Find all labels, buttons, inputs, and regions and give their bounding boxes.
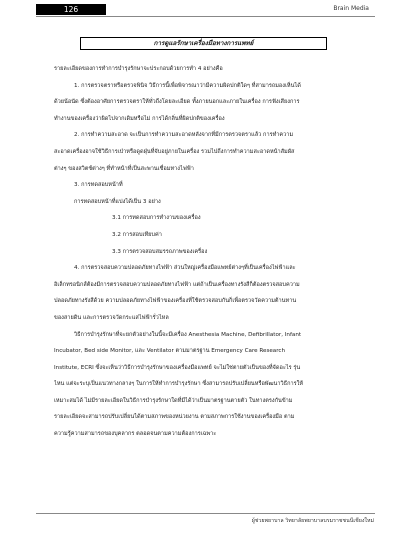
item-4-line-2: อิเล็กทรอนิกส์ต้องมีการตรวจสอบความปลอดภัยทางไฟฟ้า แต่ถ้าเป็นเครื่องทางรังสีก็ต้องตรวจสอบความ [54,281,300,288]
body-text [54,61,374,443]
paragraph-line-4: ไหน แต่จะระบุเป็นแนวทางกลางๆ ในการให้ทำการบำรุงรักษา ซึ่งสามารถปรับเปลี่ยนหรือพัฒนาวิธีการให้ [54,381,304,388]
sub-item-3-1: 3.1 การทดสอบการทำงานของเครื่อง [112,215,201,222]
item-3-intro: การทดสอบหน้าที่แบ่งได้เป็น 3 อย่าง [74,198,161,205]
item-4-line-3: ปลอดภัยทางรังสีด้วย ความปลอดภัยทางไฟฟ้าของเครื่องที่ใช้ตรวจสอบกันก็เพื่อตรวจวัดความต้านทาน [54,298,297,305]
paragraph-line-2: Incubator, Bed side Monitor, และ Ventilator ตามมาตรฐาน Emergency Care Research [54,348,286,355]
paragraph-line-7: ความรู้ความสามารถของบุคลากร ตลอดจนตามความต้องการเฉพาะ [54,431,217,438]
item-2-line-3: ต่างๆ ของสวิตช์ต่างๆ ที่ทำหน้าที่เป็นสะพานเชื่อมทางไฟฟ้า [54,165,194,172]
item-2-line-1: 2. การทำความสะอาด จะเป็นการทำความสะอาดหลังจากที่มีการตรวจตราแล้ว การทำความ [74,132,294,139]
sub-item-3-2: 3.2 การสอบเทียบค่า [112,231,162,238]
footer-credit: ผู้ช่วยพยาบาล วิทยาลัยพยาบาลบรมราชชนนีเชียงใหม่ [251,518,374,524]
brand-label: Brain Media [333,5,369,12]
paragraph-line-1: วิธีการบำรุงรักษาที่จะยกตัวอย่างในนี้จะมีเครื่อง Anesthesia Machine, Defibrillator, Infant [74,331,302,338]
item-3-heading: 3. การทดสอบหน้าที่ [74,182,123,189]
header-rule [36,16,375,17]
sub-item-3-3: 3.3 การตรวจสอบสมรรถภาพของเครื่อง [112,248,208,255]
item-1-line-3: ทำงานของเครื่องว่าผิดไปจากเดิมหรือไม่ การได้กลิ่นที่ผิดปกติของเครื่อง [54,115,225,122]
item-2-line-2: สะอาดเครื่องอาจใช้วิธีการเป่าหรือดูดฝุ่นที่จับอยู่ภายในเครื่อง รวมไปถึงการทำความสะอาดหน้าสัมผัส [54,148,295,155]
page-number: 126 [36,4,106,15]
item-4-line-4: ของสายดิน และการตรวจวัดกระแสไฟฟ้ารั่วไหล [54,314,169,321]
chapter-title: การดูแลรักษาเครื่องมือทางการแพทย์ [80,37,327,50]
footer-rule [36,513,375,514]
intro-line: รายละเอียดของการทำการบำรุงรักษาจะประกอบด้วยการทำ 4 อย่างคือ [54,66,223,72]
item-1-line-1: 1. การตรวจตราหรือตรวจพินิจ วิธีการนี้เพื่อพิจารณาว่ามีความผิดปกติใดๆ ที่สามารถมองเห็นได้ [74,82,301,89]
paragraph-line-6: รายละเอียดจะสามารถปรับเปลี่ยนได้ตามสภาพของหน่วยงาน ตามสภาพการใช้งานของเครื่องมือ ตาม [54,414,295,421]
item-1-line-2: ด้วยน้อนัด ซึ่งต้องอาศัยการตรวจตราให้ทั่วถึงโดยละเอียด ทั้งภายนอกและภายในเครื่อง การฟังเสียงการ [54,99,300,106]
paragraph-line-3: Institute, ECRI ซึ่งจะเห็นว่าวิธีการบำรุงรักษาของเครื่องมือแพทย์ จะไม่ใช่ตายตัวเป็นของที่จัดอะไร รุ่น [54,364,301,371]
paragraph-line-5: เหมาะสมได้ ไม่มีรายละเอียดในวิธีการบำรุงรักษาใดที่มีได้ว่าเป็นมาตรฐานตายตัว ในทางตรงกันข้าม [54,397,293,404]
item-4-line-1: 4. การตรวจสอบความปลอดภัยทางไฟฟ้า ส่วนใหญ่เครื่องมือแพทย์ต่างๆที่เป็นเครื่องไฟฟ้าและ [74,265,296,272]
